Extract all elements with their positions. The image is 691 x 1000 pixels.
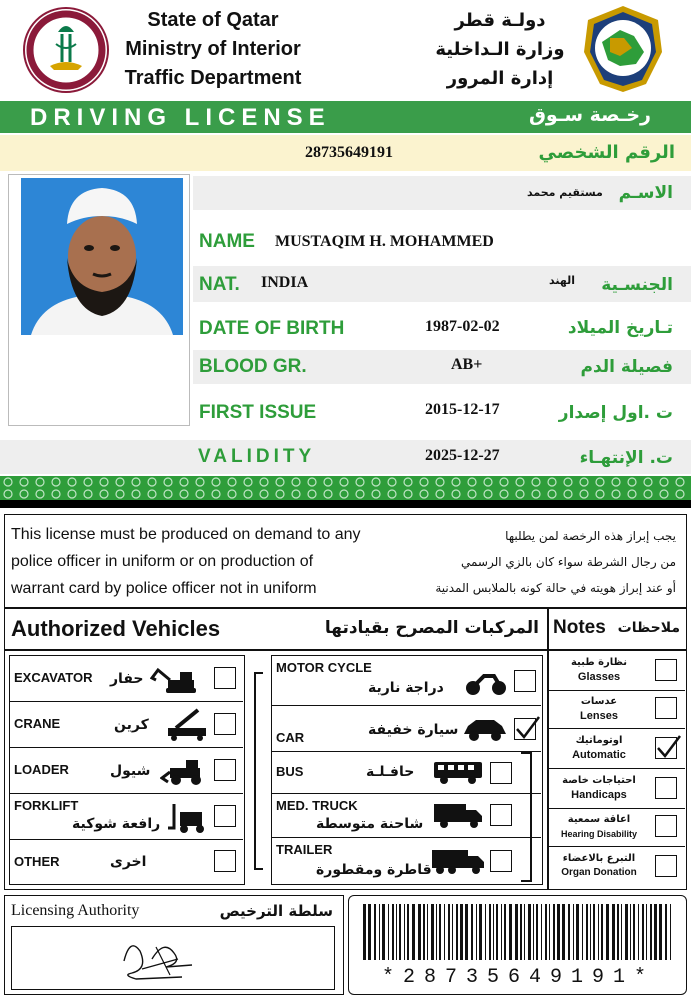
barcode-bar bbox=[427, 904, 428, 960]
signature-area bbox=[11, 926, 335, 990]
vehicle-row-excavator bbox=[10, 656, 243, 702]
header-ar-line-3: إدارة المرور bbox=[446, 68, 554, 89]
vehicle-ar: اخرى bbox=[110, 854, 147, 870]
checkbox[interactable] bbox=[490, 850, 512, 872]
barcode-bar bbox=[448, 904, 450, 960]
checkbox[interactable] bbox=[490, 762, 512, 784]
note-ar: نظارة طبية bbox=[570, 657, 628, 668]
vehicle-ar: حافـلـة bbox=[366, 764, 415, 780]
barcode-bar bbox=[496, 904, 498, 960]
barcode-bar bbox=[541, 904, 542, 960]
row-name-arabic bbox=[193, 176, 691, 210]
checkbox[interactable] bbox=[655, 777, 677, 799]
signature-icon bbox=[112, 929, 202, 987]
barcode-bar bbox=[528, 904, 531, 960]
vehicle-en: CAR bbox=[276, 730, 305, 745]
row-nationality bbox=[193, 266, 691, 302]
checkbox[interactable] bbox=[655, 815, 677, 837]
checkbox[interactable] bbox=[655, 737, 677, 759]
holder-photo bbox=[21, 178, 183, 335]
vehicle-row-bus bbox=[272, 752, 541, 794]
vehicle-ar: قاطرة ومقطورة bbox=[316, 862, 432, 878]
barcode-bar bbox=[665, 904, 667, 960]
barcode-bar bbox=[606, 904, 609, 960]
barcode-bar bbox=[553, 904, 555, 960]
bus-icon bbox=[432, 760, 484, 786]
dob-value: 1987-02-02 bbox=[425, 318, 500, 335]
note-en: Organ Donation bbox=[561, 867, 637, 878]
notice-arabic bbox=[435, 523, 676, 601]
vehicle-en: MED. TRUCK bbox=[276, 798, 358, 813]
barcode-bar bbox=[621, 904, 622, 960]
barcode-bar bbox=[436, 904, 437, 960]
vehicle-row-other bbox=[10, 840, 243, 884]
dob-label-ar: تـاريخ الميلاد bbox=[567, 318, 673, 338]
nationality-value: INDIA bbox=[261, 274, 309, 291]
notes-header bbox=[548, 608, 687, 650]
vehicle-ar: كرين bbox=[114, 717, 149, 733]
notice-en-line-1: This license must be produced on demand to any bbox=[11, 526, 361, 543]
notes-header-en: Notes bbox=[553, 617, 606, 638]
car-icon bbox=[462, 716, 508, 742]
validity-value: 2025-12-27 bbox=[425, 447, 500, 464]
license-header bbox=[0, 0, 691, 100]
barcode-box bbox=[348, 895, 687, 995]
notice-ar-line-2: من رجال الشرطة سواء كان بالزي الرسمي bbox=[460, 555, 676, 569]
barcode-bar bbox=[439, 904, 441, 960]
checkbox[interactable] bbox=[655, 659, 677, 681]
barcode-bar bbox=[646, 904, 647, 960]
vehicle-en: MOTOR CYCLE bbox=[276, 660, 372, 675]
barcode-icon bbox=[363, 904, 674, 960]
nationality-label-ar: الجنسـية bbox=[601, 275, 673, 295]
personal-id-value: 28735649191 bbox=[305, 144, 393, 161]
note-ar: عدسات bbox=[580, 696, 618, 707]
nationality-label: NAT. bbox=[199, 274, 240, 295]
barcode-bar bbox=[598, 904, 599, 960]
notice-en-line-3: warrant card by police officer not in uniform bbox=[11, 580, 317, 597]
barcode-bar bbox=[456, 904, 458, 960]
validity-label: VALIDITY bbox=[198, 446, 316, 467]
card-separator bbox=[0, 500, 691, 508]
name-arabic-value: مستقيم محمد bbox=[527, 186, 603, 199]
barcode-bar bbox=[501, 904, 502, 960]
note-hearing-disability bbox=[549, 809, 685, 847]
checkbox[interactable] bbox=[214, 713, 236, 735]
authorized-vehicles-en: Authorized Vehicles bbox=[11, 616, 221, 641]
barcode-bar bbox=[642, 904, 644, 960]
blood-label: BLOOD GR. bbox=[199, 356, 307, 377]
barcode-bar bbox=[444, 904, 445, 960]
barcode-bar bbox=[418, 904, 421, 960]
header-ar-line-2: وزارة الـداخلية bbox=[435, 39, 565, 60]
barcode-bar bbox=[404, 904, 405, 960]
barcode-bar bbox=[382, 904, 385, 960]
vehicle-ar: دراجة نارية bbox=[368, 680, 444, 696]
photo-frame bbox=[8, 174, 190, 426]
motorcycle-icon bbox=[464, 668, 508, 696]
note-en: Handicaps bbox=[571, 789, 627, 801]
barcode-bar bbox=[586, 904, 588, 960]
forklift-icon bbox=[168, 802, 210, 834]
checkmark-icon bbox=[513, 713, 541, 741]
notice-box bbox=[4, 514, 687, 608]
vehicle-categories bbox=[4, 650, 548, 890]
checkbox[interactable] bbox=[214, 667, 236, 689]
barcode-bar bbox=[568, 904, 570, 960]
barcode-bar bbox=[515, 904, 518, 960]
barcode-bar bbox=[379, 904, 380, 960]
barcode-bar bbox=[485, 904, 486, 960]
header-en-line-3: Traffic Department bbox=[124, 67, 302, 89]
loader-icon bbox=[160, 758, 210, 786]
barcode-bar bbox=[489, 904, 491, 960]
barcode-bar bbox=[670, 904, 671, 960]
checkbox[interactable] bbox=[514, 670, 536, 692]
barcode-bar bbox=[520, 904, 522, 960]
heavy-vehicles-column bbox=[9, 655, 245, 885]
note-en: Lenses bbox=[580, 710, 618, 722]
blood-label-ar: فصيلة الدم bbox=[580, 357, 673, 377]
note-en: Glasses bbox=[577, 671, 621, 683]
barcode-bar bbox=[374, 904, 376, 960]
personal-id-label-ar: الرقم الشخصي bbox=[538, 142, 675, 163]
licensing-authority-box bbox=[4, 895, 344, 995]
barcode-bar bbox=[363, 904, 366, 960]
barcode-bar bbox=[536, 904, 538, 960]
header-en-line-2: Ministry of Interior bbox=[125, 38, 301, 60]
barcode-bar bbox=[654, 904, 657, 960]
authorized-vehicles-header bbox=[4, 608, 548, 650]
barcode-bar bbox=[633, 904, 635, 960]
checkbox[interactable] bbox=[655, 855, 677, 877]
barcode-bar bbox=[593, 904, 595, 960]
licensing-authority-ar: سلطة الترخيص bbox=[219, 902, 333, 920]
barcode-bar bbox=[479, 904, 482, 960]
gcc-emblem-icon bbox=[580, 2, 666, 96]
vehicle-row-loader bbox=[10, 748, 243, 794]
barcode-text: *28735649191* bbox=[381, 966, 656, 989]
barcode-bar bbox=[562, 904, 565, 960]
checkbox[interactable] bbox=[214, 805, 236, 827]
trailer-icon bbox=[430, 848, 486, 876]
validity-label-ar: ت. الإنتهـاء bbox=[579, 448, 673, 468]
barcode-bar bbox=[471, 904, 473, 960]
vehicle-row-trailer bbox=[272, 838, 541, 884]
vehicle-en: TRAILER bbox=[276, 842, 333, 857]
barcode-bar bbox=[388, 904, 389, 960]
barcode-bar bbox=[460, 904, 463, 960]
vehicle-en: BUS bbox=[276, 764, 304, 779]
barcode-bar bbox=[533, 904, 534, 960]
pattern-icon bbox=[0, 476, 691, 500]
name-value: MUSTAQIM H. MOHAMMED bbox=[275, 233, 494, 250]
blood-value: AB+ bbox=[451, 356, 483, 373]
license-back bbox=[0, 508, 691, 1000]
barcode-bar bbox=[399, 904, 401, 960]
barcode-bar bbox=[524, 904, 525, 960]
vehicle-ar: حفار bbox=[110, 671, 144, 687]
truck-icon bbox=[432, 802, 484, 830]
title-arabic: رخـصة سـوق bbox=[528, 104, 651, 126]
note-glasses bbox=[549, 651, 685, 691]
checkbox[interactable] bbox=[214, 759, 236, 781]
light-vehicles-column bbox=[271, 655, 543, 885]
authorized-vehicles-ar: المركبات المصرح بقيادتها bbox=[324, 618, 539, 638]
vehicle-row-motorcycle bbox=[272, 656, 541, 706]
row-dob bbox=[193, 312, 691, 346]
nationality-value-ar: الهند bbox=[549, 274, 576, 287]
note-ar: التبرع بالاعضاء bbox=[562, 853, 636, 864]
decorative-pattern-band bbox=[0, 476, 691, 500]
vehicle-en: FORKLIFT bbox=[14, 798, 79, 813]
row-first-issue bbox=[193, 396, 691, 430]
barcode-bar bbox=[476, 904, 477, 960]
barcode-bar bbox=[509, 904, 512, 960]
vehicle-row-forklift bbox=[10, 794, 243, 840]
excavator-icon bbox=[150, 666, 210, 694]
vehicle-en: LOADER bbox=[14, 762, 69, 777]
barcode-bar bbox=[407, 904, 409, 960]
note-lenses bbox=[549, 691, 685, 729]
vehicle-ar: شيول bbox=[110, 763, 151, 779]
checkbox[interactable] bbox=[655, 697, 677, 719]
bracket-right-icon bbox=[517, 751, 535, 883]
barcode-bar bbox=[392, 904, 394, 960]
barcode-bar bbox=[617, 904, 619, 960]
header-en-line-1: State of Qatar bbox=[147, 9, 279, 31]
notes-header-ar: ملاحظات bbox=[617, 620, 680, 636]
barcode-bar bbox=[612, 904, 615, 960]
barcode-bar bbox=[638, 904, 639, 960]
header-english bbox=[108, 6, 318, 93]
notes-column bbox=[548, 650, 687, 890]
barcode-bar bbox=[625, 904, 628, 960]
first-issue-value: 2015-12-17 bbox=[425, 401, 500, 418]
barcode-bar bbox=[504, 904, 506, 960]
barcode-bar bbox=[601, 904, 603, 960]
note-ar: اوتوماتيك bbox=[575, 735, 623, 746]
note-en: Automatic bbox=[572, 749, 626, 761]
barcode-bar bbox=[368, 904, 371, 960]
name-label: NAME bbox=[199, 231, 255, 252]
barcode-bar bbox=[452, 904, 453, 960]
checkbox[interactable] bbox=[214, 850, 236, 872]
header-arabic bbox=[405, 6, 595, 93]
notice-ar-line-1: يجب إبراز هذه الرخصة لمن يطلبها bbox=[505, 529, 676, 543]
first-issue-label: FIRST ISSUE bbox=[199, 402, 317, 423]
licensing-authority-en: Licensing Authority bbox=[11, 902, 140, 919]
header-ar-line-1: دولـة قطر bbox=[454, 10, 546, 31]
barcode-bar bbox=[590, 904, 591, 960]
barcode-bar bbox=[576, 904, 579, 960]
title-english: DRIVING LICENSE bbox=[30, 104, 331, 131]
barcode-bar bbox=[659, 904, 662, 960]
barcode-bar bbox=[549, 904, 550, 960]
barcode-bar bbox=[431, 904, 434, 960]
barcode-bar bbox=[423, 904, 425, 960]
note-handicaps bbox=[549, 769, 685, 809]
notice-english bbox=[11, 521, 361, 602]
checkbox[interactable] bbox=[490, 804, 512, 826]
first-issue-label-ar: ت .اول إصدار bbox=[558, 403, 673, 423]
note-automatic bbox=[549, 729, 685, 769]
personal-id-band bbox=[0, 135, 691, 171]
row-blood bbox=[193, 350, 691, 384]
ministry-seal-icon bbox=[22, 4, 110, 96]
note-organ-donation bbox=[549, 847, 685, 887]
row-validity bbox=[0, 440, 691, 474]
barcode-bar bbox=[465, 904, 468, 960]
notice-ar-line-3: أو عند إبراز هويته في حالة كونه بالملابس المدنية bbox=[435, 581, 676, 595]
barcode-bar bbox=[493, 904, 494, 960]
vehicle-en: OTHER bbox=[14, 854, 60, 869]
barcode-bar bbox=[582, 904, 583, 960]
dob-label: DATE OF BIRTH bbox=[199, 318, 345, 339]
driving-license-title-band bbox=[0, 101, 691, 133]
checkmark-icon bbox=[654, 732, 682, 760]
vehicle-row-crane bbox=[10, 702, 243, 748]
name-arabic-label: الاسـم bbox=[618, 183, 673, 203]
vehicle-en: EXCAVATOR bbox=[14, 670, 93, 685]
vehicle-ar: رافعة شوكية bbox=[72, 816, 161, 832]
crane-icon bbox=[164, 708, 210, 742]
barcode-bar bbox=[650, 904, 652, 960]
barcode-bar bbox=[545, 904, 547, 960]
row-name bbox=[193, 224, 691, 260]
checkbox[interactable] bbox=[514, 718, 536, 740]
barcode-bar bbox=[630, 904, 631, 960]
note-ar: اعاقة سمعية bbox=[567, 814, 631, 825]
bracket-left-icon bbox=[251, 671, 267, 871]
vehicle-ar: شاحنة متوسطة bbox=[316, 816, 424, 832]
barcode-bar bbox=[557, 904, 560, 960]
barcode-bar bbox=[396, 904, 397, 960]
barcode-bar bbox=[412, 904, 415, 960]
vehicle-row-medium-truck bbox=[272, 794, 541, 838]
notice-en-line-2: police officer in uniform or on production of bbox=[11, 553, 314, 570]
vehicle-ar: سيارة خفيفة bbox=[368, 722, 459, 738]
vehicle-row-car bbox=[272, 706, 541, 752]
note-en: Hearing Disability bbox=[560, 829, 638, 839]
barcode-bar bbox=[573, 904, 574, 960]
note-ar: احتياجات خاصة bbox=[562, 775, 636, 786]
vehicle-en: CRANE bbox=[14, 716, 61, 731]
